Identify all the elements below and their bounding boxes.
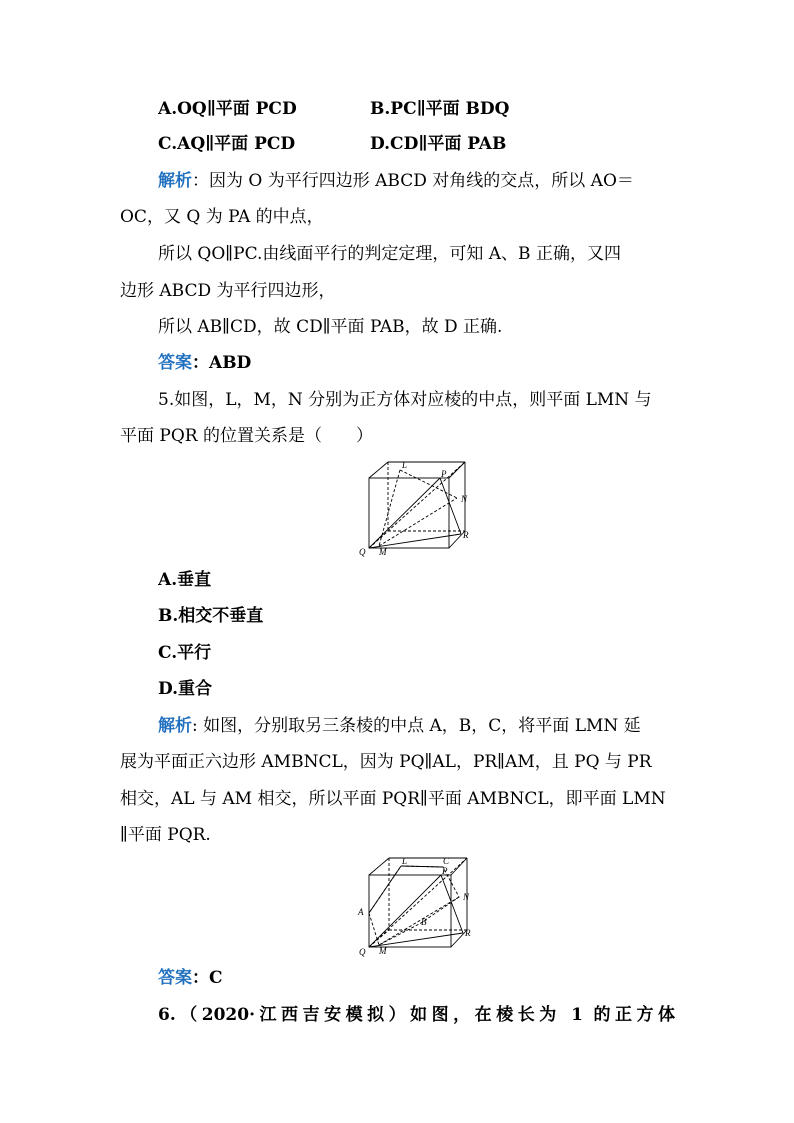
- q4-option-c: C.AQ∥平面 PCD: [158, 134, 296, 154]
- q4-options-row-2: [158, 133, 675, 155]
- q5-figure-2: [355, 853, 480, 958]
- q4-answer-value: ：ABD: [192, 353, 252, 373]
- q5-answer-label: 答案: [158, 968, 192, 988]
- fig1-label-n: N: [461, 494, 468, 504]
- fig2-label-b: B: [421, 917, 427, 927]
- fig2-label-p: P: [442, 866, 448, 876]
- fig2-label-n: N: [463, 892, 470, 902]
- q5-option-b: B.相交不垂直: [158, 606, 264, 626]
- fig2-label-c: C: [443, 856, 450, 866]
- q4-answer: [158, 352, 675, 374]
- q5-analysis-text-1: : 如图，分别取另三条棱的中点 A，B，C，将平面 LMN 延: [192, 716, 641, 736]
- q5-analysis-line-4: ∥平面 PQR.: [120, 825, 211, 845]
- q4-option-a: A.OQ∥平面 PCD: [158, 99, 297, 119]
- q5-analysis-label: 解析: [158, 716, 192, 736]
- q4-options-row-1: [158, 98, 675, 120]
- q6-stem-line-1: 6.（2020·江西吉安模拟）如图，在棱长为 1 的正方体: [158, 1005, 675, 1025]
- q5-stem-line-2: 平面 PQR 的位置关系是（ ）: [120, 426, 373, 446]
- fig1-label-q: Q: [359, 547, 366, 557]
- q5-analysis-line-3: 相交，AL 与 AM 相交，所以平面 PQR∥平面 AMBNCL，即平面 LMN: [120, 789, 666, 809]
- fig2-label-q: Q: [359, 947, 366, 957]
- q5-stem-line-1: 5.如图，L，M，N 分别为正方体对应棱的中点，则平面 LMN 与: [158, 390, 652, 410]
- q4-analysis-text-1: ：因为 O 为平行四边形 ABCD 对角线的交点，所以 AO＝: [192, 171, 634, 191]
- q5-option-c: C.平行: [158, 643, 212, 663]
- fig1-label-p: P: [441, 469, 447, 479]
- q4-analysis-line-3: 所以 QO∥PC.由线面平行的判定定理，可知 A、B 正确，又四: [158, 244, 621, 264]
- q5-option-d: D.重合: [158, 679, 213, 699]
- fig1-label-m: M: [379, 547, 387, 557]
- fig2-label-l: L: [402, 856, 408, 866]
- q5-option-a: A.垂直: [158, 570, 212, 590]
- fig2-label-a: A: [358, 907, 364, 917]
- q4-analysis-line-5: 所以 AB∥CD，故 CD∥平面 PAB，故 D 正确.: [158, 317, 503, 337]
- fig1-label-r: R: [463, 530, 469, 540]
- q5-analysis-line-1: [158, 715, 675, 737]
- q4-analysis-line-2: OC，又 Q 为 PA 的中点，: [120, 207, 324, 227]
- q4-analysis-line-4: 边形 ABCD 为平行四边形，: [120, 281, 336, 301]
- fig2-label-r: R: [465, 928, 471, 938]
- fig2-label-m: M: [379, 946, 387, 956]
- q5-figure-1: [355, 458, 475, 558]
- q4-answer-label: 答案: [158, 353, 192, 373]
- q4-analysis-line-1: [158, 170, 675, 192]
- q5-answer: [158, 967, 675, 989]
- q4-option-d: D.CD∥平面 PAB: [370, 134, 507, 154]
- q5-answer-value: ：C: [192, 968, 223, 988]
- q4-analysis-label: 解析: [158, 171, 192, 191]
- q5-analysis-line-2: 展为平面正六边形 AMBNCL，因为 PQ∥AL，PR∥AM，且 PQ 与 PR: [120, 752, 652, 772]
- fig1-label-l: L: [402, 460, 408, 470]
- q4-option-b: B.PC∥平面 BDQ: [370, 99, 510, 119]
